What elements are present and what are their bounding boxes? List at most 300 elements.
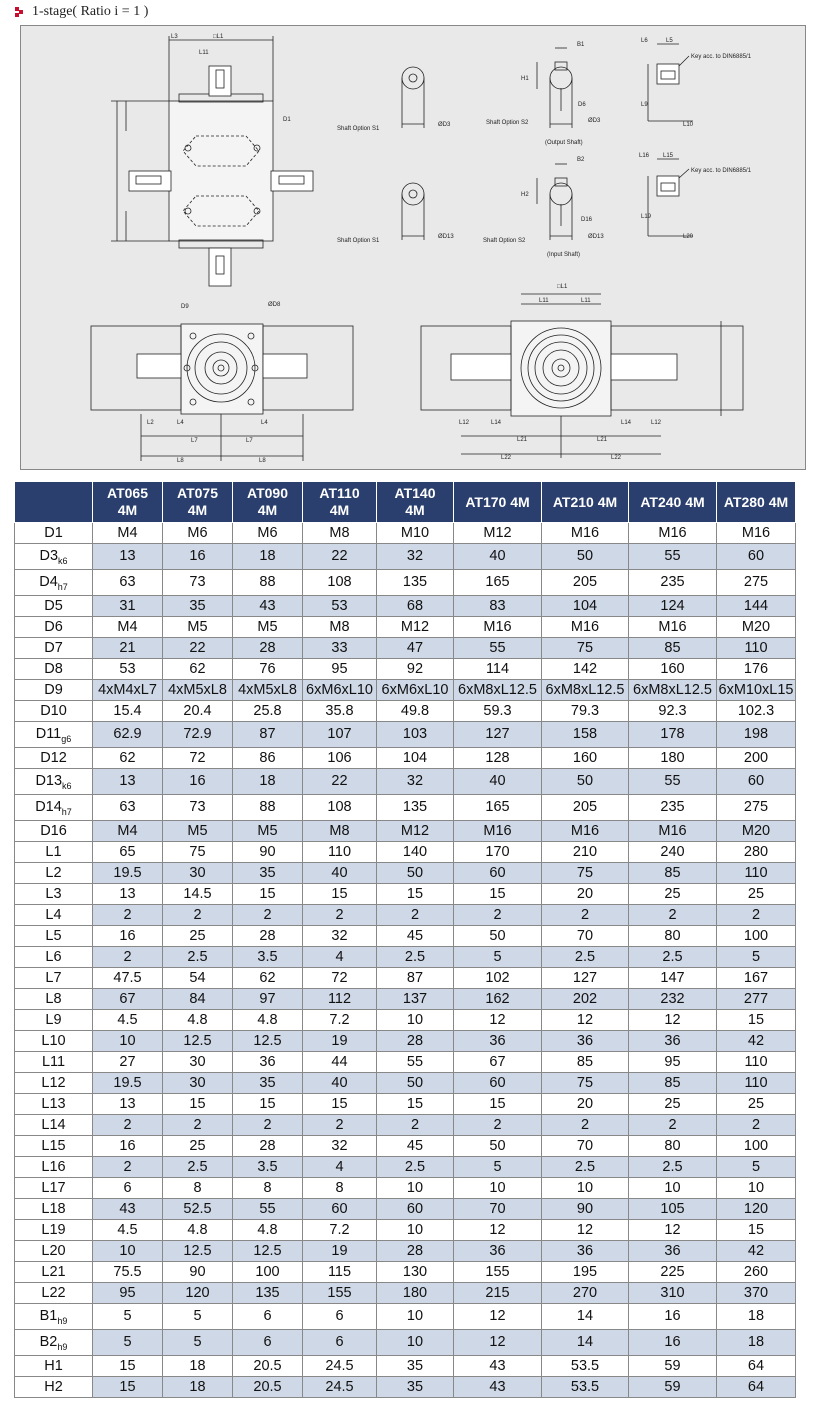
table-cell: 13 <box>93 884 163 905</box>
table-cell: 105 <box>629 1199 717 1220</box>
table-cell: 6xM8xL12.5 <box>454 680 542 701</box>
table-cell: 36 <box>542 1241 629 1262</box>
table-cell: 22 <box>163 638 233 659</box>
table-cell: 40 <box>303 1073 377 1094</box>
table-cell: M10 <box>377 523 454 544</box>
row-label: L10 <box>15 1031 93 1052</box>
table-cell: 35 <box>377 1356 454 1377</box>
table-cell: 147 <box>629 968 717 989</box>
table-row <box>15 1356 796 1377</box>
table-cell: 59 <box>629 1356 717 1377</box>
label-input-shaft: (Input Shaft) <box>547 252 581 258</box>
table-cell: 54 <box>163 968 233 989</box>
table-cell: 140 <box>377 842 454 863</box>
table-cell: M16 <box>629 523 717 544</box>
table-cell: 127 <box>542 968 629 989</box>
table-cell: 35 <box>233 863 303 884</box>
table-cell: 53.5 <box>542 1356 629 1377</box>
table-cell: 31 <box>93 596 163 617</box>
table-cell: 95 <box>93 1283 163 1304</box>
table-cell: 180 <box>629 748 717 769</box>
table-cell: 20.5 <box>233 1356 303 1377</box>
label-shaft-s1-in: Shaft Option S1 <box>337 238 380 244</box>
table-cell: 2.5 <box>163 1157 233 1178</box>
row-label: L6 <box>15 947 93 968</box>
table-cell: 97 <box>233 989 303 1010</box>
table-cell: 16 <box>163 544 233 570</box>
table-cell: M8 <box>303 523 377 544</box>
table-cell: 160 <box>629 659 717 680</box>
table-cell: 32 <box>377 769 454 795</box>
table-cell: 120 <box>163 1283 233 1304</box>
label-l20: L20 <box>683 234 694 240</box>
table-cell: M12 <box>454 523 542 544</box>
table-cell: 15.4 <box>93 701 163 722</box>
table-cell: 2 <box>377 905 454 926</box>
table-cell: 73 <box>163 570 233 596</box>
table-cell: 12 <box>454 1330 542 1356</box>
table-cell: 4.8 <box>233 1010 303 1031</box>
table-cell: 16 <box>163 769 233 795</box>
row-label: L22 <box>15 1283 93 1304</box>
table-cell: 36 <box>454 1031 542 1052</box>
label-l4-left: L4 <box>177 420 184 426</box>
table-cell: M4 <box>93 617 163 638</box>
table-cell: 12 <box>629 1220 717 1241</box>
table-cell: 62 <box>163 659 233 680</box>
table-cell: 6xM10xL15 <box>717 680 796 701</box>
table-cell: M16 <box>454 821 542 842</box>
table-cell: 215 <box>454 1283 542 1304</box>
column-header: AT140 4M <box>377 482 454 523</box>
table-cell: 18 <box>233 769 303 795</box>
table-cell: 20 <box>542 1094 629 1115</box>
label-key-in: Key acc. to DIN6885/1 <box>691 168 752 174</box>
table-cell: 87 <box>233 722 303 748</box>
table-cell: 162 <box>454 989 542 1010</box>
table-cell: 45 <box>377 1136 454 1157</box>
table-cell: M5 <box>233 821 303 842</box>
row-label: $D11_{g6}$ <box>15 722 93 748</box>
label-l22-right: L22 <box>611 455 622 461</box>
table-row <box>15 544 796 570</box>
table-cell: 100 <box>717 926 796 947</box>
table-cell: 202 <box>542 989 629 1010</box>
table-cell: 42 <box>717 1031 796 1052</box>
table-cell: 55 <box>377 1052 454 1073</box>
row-label: L3 <box>15 884 93 905</box>
table-cell: 100 <box>717 1136 796 1157</box>
table-row <box>15 596 796 617</box>
table-cell: 16 <box>93 926 163 947</box>
row-label: D5 <box>15 596 93 617</box>
table-cell: 102.3 <box>717 701 796 722</box>
table-cell: 107 <box>303 722 377 748</box>
table-cell: 55 <box>454 638 542 659</box>
table-cell: 130 <box>377 1262 454 1283</box>
label-b2: B2 <box>577 157 585 163</box>
table-cell: 2.5 <box>542 1157 629 1178</box>
table-cell: 60 <box>717 544 796 570</box>
table-cell: 60 <box>454 1073 542 1094</box>
table-cell: 2 <box>717 905 796 926</box>
row-label: L16 <box>15 1157 93 1178</box>
table-cell: 12.5 <box>233 1031 303 1052</box>
table-cell: 6 <box>233 1304 303 1330</box>
table-cell: 64 <box>717 1377 796 1398</box>
table-cell: 16 <box>629 1330 717 1356</box>
table-cell: 170 <box>454 842 542 863</box>
table-cell: 4 <box>303 1157 377 1178</box>
table-row <box>15 570 796 596</box>
table-row <box>15 659 796 680</box>
table-cell: 15 <box>377 1094 454 1115</box>
row-label: L7 <box>15 968 93 989</box>
column-header: AT065 4M <box>93 482 163 523</box>
table-cell: 165 <box>454 570 542 596</box>
table-row <box>15 795 796 821</box>
table-cell: 5 <box>93 1330 163 1356</box>
table-cell: 2 <box>542 1115 629 1136</box>
table-cell: 90 <box>163 1262 233 1283</box>
table-cell: 53.5 <box>542 1377 629 1398</box>
row-label: L5 <box>15 926 93 947</box>
label-d8: ØD8 <box>268 302 281 308</box>
table-row <box>15 884 796 905</box>
table-cell: 110 <box>717 638 796 659</box>
table-cell: 52.5 <box>163 1199 233 1220</box>
table-cell: 20.5 <box>233 1377 303 1398</box>
table-cell: 73 <box>163 795 233 821</box>
table-cell: 67 <box>454 1052 542 1073</box>
table-cell: 8 <box>233 1178 303 1199</box>
table-cell: 35 <box>377 1377 454 1398</box>
table-cell: 87 <box>377 968 454 989</box>
table-cell: 18 <box>717 1304 796 1330</box>
table-cell: 14 <box>542 1330 629 1356</box>
table-cell: 2 <box>454 905 542 926</box>
table-cell: 5 <box>163 1304 233 1330</box>
table-cell: M4 <box>93 523 163 544</box>
table-cell: 2.5 <box>377 947 454 968</box>
row-label: $D13_{k6}$ <box>15 769 93 795</box>
table-row <box>15 722 796 748</box>
table-cell: 25 <box>163 1136 233 1157</box>
table-cell: 60 <box>454 863 542 884</box>
table-cell: 22 <box>303 544 377 570</box>
table-cell: 32 <box>303 1136 377 1157</box>
table-cell: 167 <box>717 968 796 989</box>
table-cell: M12 <box>377 821 454 842</box>
table-cell: 43 <box>233 596 303 617</box>
table-cell: 4xM5xL8 <box>233 680 303 701</box>
table-cell: M16 <box>629 821 717 842</box>
table-cell: 92.3 <box>629 701 717 722</box>
table-cell: 21 <box>93 638 163 659</box>
table-cell: 270 <box>542 1283 629 1304</box>
table-cell: 3.5 <box>233 947 303 968</box>
table-row <box>15 1052 796 1073</box>
table-row <box>15 947 796 968</box>
table-cell: 155 <box>303 1283 377 1304</box>
label-shaft-s1-out: Shaft Option S1 <box>337 126 380 132</box>
table-cell: 62.9 <box>93 722 163 748</box>
table-row <box>15 1136 796 1157</box>
table-cell: M5 <box>163 821 233 842</box>
row-label: L12 <box>15 1073 93 1094</box>
table-cell: 310 <box>629 1283 717 1304</box>
table-cell: 18 <box>233 544 303 570</box>
table-cell: 2 <box>93 1157 163 1178</box>
row-label: L14 <box>15 1115 93 1136</box>
table-cell: 280 <box>717 842 796 863</box>
table-cell: 75 <box>163 842 233 863</box>
table-cell: 30 <box>163 1052 233 1073</box>
table-cell: 200 <box>717 748 796 769</box>
table-cell: 110 <box>717 1073 796 1094</box>
table-row <box>15 989 796 1010</box>
table-cell: 5 <box>93 1304 163 1330</box>
table-cell: 62 <box>233 968 303 989</box>
label-l16: L16 <box>639 153 650 159</box>
table-cell: 10 <box>542 1178 629 1199</box>
table-body <box>15 523 796 1398</box>
table-cell: 142 <box>542 659 629 680</box>
row-label: D10 <box>15 701 93 722</box>
table-cell: 12 <box>542 1010 629 1031</box>
label-l7-right: L7 <box>246 438 253 444</box>
label-d6: D6 <box>578 102 586 108</box>
row-label: D6 <box>15 617 93 638</box>
row-label: $B2_{h9}$ <box>15 1330 93 1356</box>
table-cell: 10 <box>377 1178 454 1199</box>
table-cell: 24.5 <box>303 1377 377 1398</box>
table-cell: 75 <box>542 1073 629 1094</box>
label-d3-s2: ØD3 <box>588 118 601 124</box>
table-cell: 225 <box>629 1262 717 1283</box>
table-cell: 275 <box>717 570 796 596</box>
table-cell: 6 <box>93 1178 163 1199</box>
table-cell: 43 <box>454 1377 542 1398</box>
table-cell: 135 <box>233 1283 303 1304</box>
row-label: L21 <box>15 1262 93 1283</box>
table-cell: 4.5 <box>93 1220 163 1241</box>
table-cell: 260 <box>717 1262 796 1283</box>
table-cell: 18 <box>717 1330 796 1356</box>
table-cell: 180 <box>377 1283 454 1304</box>
table-row <box>15 821 796 842</box>
table-cell: 178 <box>629 722 717 748</box>
row-label: D12 <box>15 748 93 769</box>
table-cell: 8 <box>163 1178 233 1199</box>
table-cell: 12 <box>454 1304 542 1330</box>
table-row <box>15 1241 796 1262</box>
label-shaft-s2-in: Shaft Option S2 <box>483 238 526 244</box>
table-row <box>15 638 796 659</box>
column-header: AT280 4M <box>717 482 796 523</box>
table-cell: 76 <box>233 659 303 680</box>
table-cell: 6xM6xL10 <box>377 680 454 701</box>
table-cell: 49.8 <box>377 701 454 722</box>
table-cell: 75 <box>542 638 629 659</box>
table-cell: 2 <box>454 1115 542 1136</box>
table-cell: 6 <box>303 1304 377 1330</box>
table-row <box>15 748 796 769</box>
table-cell: 205 <box>542 795 629 821</box>
table-cell: 40 <box>454 544 542 570</box>
table-cell: 110 <box>717 1052 796 1073</box>
table-row <box>15 1157 796 1178</box>
table-cell: 127 <box>454 722 542 748</box>
table-cell: 235 <box>629 570 717 596</box>
table-row <box>15 617 796 638</box>
table-cell: 70 <box>454 1199 542 1220</box>
table-cell: M8 <box>303 617 377 638</box>
table-cell: 70 <box>542 926 629 947</box>
table-cell: 10 <box>93 1241 163 1262</box>
table-cell: 50 <box>454 926 542 947</box>
label-d13: ØD13 <box>438 234 454 240</box>
header-corner <box>15 482 93 523</box>
column-header: AT170 4M <box>454 482 542 523</box>
label-h2: H2 <box>521 192 529 198</box>
table-cell: 36 <box>629 1241 717 1262</box>
table-cell: 62 <box>93 748 163 769</box>
row-label: $D3_{k6}$ <box>15 544 93 570</box>
row-label: $B1_{h9}$ <box>15 1304 93 1330</box>
table-cell: 2 <box>303 1115 377 1136</box>
table-cell: 60 <box>303 1199 377 1220</box>
dimension-drawing <box>20 25 806 470</box>
table-cell: 15 <box>377 884 454 905</box>
table-cell: 16 <box>93 1136 163 1157</box>
row-label: L9 <box>15 1010 93 1031</box>
table-cell: 15 <box>233 1094 303 1115</box>
specification-table <box>14 481 796 1398</box>
table-cell: 67 <box>93 989 163 1010</box>
table-cell: 19 <box>303 1241 377 1262</box>
table-cell: 8 <box>303 1178 377 1199</box>
table-cell: 18 <box>163 1377 233 1398</box>
table-cell: M16 <box>542 523 629 544</box>
table-cell: 6xM8xL12.5 <box>629 680 717 701</box>
row-label: L13 <box>15 1094 93 1115</box>
table-cell: 14 <box>542 1304 629 1330</box>
row-label: L8 <box>15 989 93 1010</box>
table-cell: 176 <box>717 659 796 680</box>
table-cell: 40 <box>303 863 377 884</box>
table-cell: 12 <box>454 1010 542 1031</box>
table-cell: 10 <box>93 1031 163 1052</box>
table-cell: 55 <box>629 544 717 570</box>
table-cell: 83 <box>454 596 542 617</box>
table-cell: 15 <box>303 884 377 905</box>
table-cell: 2 <box>629 905 717 926</box>
label-output-shaft: (Output Shaft) <box>545 140 583 146</box>
table-cell: 28 <box>233 1136 303 1157</box>
table-cell: 70 <box>542 1136 629 1157</box>
table-cell: 7.2 <box>303 1220 377 1241</box>
table-cell: 72 <box>163 748 233 769</box>
table-cell: 28 <box>377 1031 454 1052</box>
table-cell: 36 <box>542 1031 629 1052</box>
label-l5: L5 <box>666 38 673 44</box>
table-cell: 2 <box>233 905 303 926</box>
row-label: H1 <box>15 1356 93 1377</box>
table-cell: 19 <box>303 1031 377 1052</box>
table-row <box>15 1304 796 1330</box>
table-cell: 15 <box>233 884 303 905</box>
table-cell: M6 <box>163 523 233 544</box>
table-cell: 47 <box>377 638 454 659</box>
table-cell: 100 <box>233 1262 303 1283</box>
table-cell: 35 <box>233 1073 303 1094</box>
table-cell: 72 <box>303 968 377 989</box>
table-cell: 53 <box>93 659 163 680</box>
row-label: $D14_{h7}$ <box>15 795 93 821</box>
table-cell: 25 <box>717 1094 796 1115</box>
table-cell: 28 <box>377 1241 454 1262</box>
table-cell: 205 <box>542 570 629 596</box>
table-cell: 104 <box>542 596 629 617</box>
table-cell: M5 <box>163 617 233 638</box>
table-row <box>15 1115 796 1136</box>
column-header: AT075 4M <box>163 482 233 523</box>
table-cell: 3.5 <box>233 1157 303 1178</box>
table-cell: 50 <box>377 1073 454 1094</box>
table-row <box>15 1073 796 1094</box>
table-cell: 210 <box>542 842 629 863</box>
table-row <box>15 1094 796 1115</box>
table-cell: 2.5 <box>629 1157 717 1178</box>
table-cell: 30 <box>163 1073 233 1094</box>
table-cell: 90 <box>233 842 303 863</box>
table-cell: 120 <box>717 1199 796 1220</box>
table-cell: 15 <box>303 1094 377 1115</box>
table-cell: 10 <box>377 1220 454 1241</box>
table-cell: 10 <box>629 1178 717 1199</box>
table-cell: 55 <box>233 1199 303 1220</box>
label-b1: B1 <box>577 42 585 48</box>
table-cell: 25.8 <box>233 701 303 722</box>
table-cell: 4.5 <box>93 1010 163 1031</box>
page-title <box>14 3 148 21</box>
table-cell: 36 <box>454 1241 542 1262</box>
table-cell: 195 <box>542 1262 629 1283</box>
table-cell: 108 <box>303 795 377 821</box>
table-cell: M8 <box>303 821 377 842</box>
table-cell: 79.3 <box>542 701 629 722</box>
table-cell: 12.5 <box>233 1241 303 1262</box>
table-cell: 135 <box>377 795 454 821</box>
table-cell: 95 <box>629 1052 717 1073</box>
table-row <box>15 842 796 863</box>
table-cell: M16 <box>629 617 717 638</box>
label-l12-right: L12 <box>651 420 662 426</box>
table-cell: 47.5 <box>93 968 163 989</box>
row-label: L20 <box>15 1241 93 1262</box>
label-l2: L2 <box>147 420 154 426</box>
table-row <box>15 1031 796 1052</box>
table-cell: 115 <box>303 1262 377 1283</box>
table-cell: 108 <box>303 570 377 596</box>
table-cell: 28 <box>233 926 303 947</box>
table-cell: 75.5 <box>93 1262 163 1283</box>
table-cell: 4.8 <box>163 1010 233 1031</box>
table-cell: 2 <box>377 1115 454 1136</box>
label-l21-left: L21 <box>517 437 528 443</box>
label-l12-left: L12 <box>459 420 470 426</box>
